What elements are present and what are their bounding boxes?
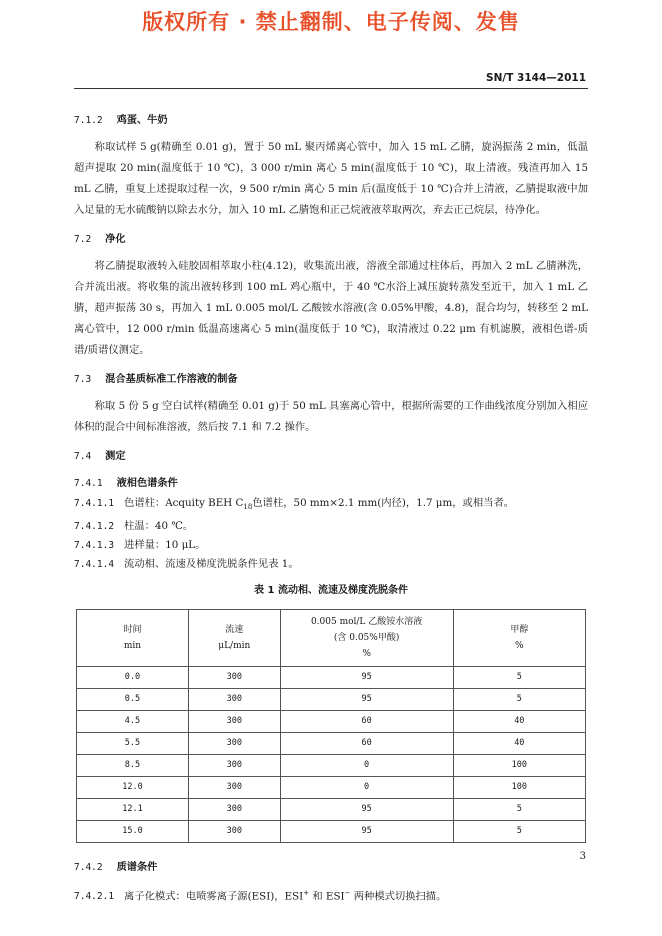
page-number: 3	[579, 851, 586, 862]
copyright-watermark: 版权所有 · 禁止翻制、电子传阅、发售	[142, 10, 520, 34]
header-time-name: 时间	[123, 625, 142, 636]
header-aqueous-unit: %	[362, 649, 371, 660]
section-7-4-2-heading	[74, 857, 588, 878]
esi-negative-sup: −	[344, 889, 351, 898]
cell-methanol: 5	[453, 821, 585, 843]
cell-aqueous: 60	[280, 711, 453, 733]
item-number: 7.4.1.1	[74, 498, 115, 509]
cell-methanol: 40	[453, 711, 585, 733]
header-time	[77, 610, 189, 667]
cell-methanol: 5	[453, 799, 585, 821]
item-text: 进样量：10 μL。	[124, 539, 206, 552]
section-number: 7.4.2	[74, 862, 103, 874]
cell-time: 15.0	[77, 821, 189, 843]
table-row	[77, 711, 586, 733]
cell-flow: 300	[188, 799, 280, 821]
item-7-4-1-2	[74, 517, 588, 536]
cell-methanol: 5	[453, 667, 585, 689]
item-7-4-2-1	[74, 884, 588, 906]
section-7-4-1-heading	[74, 473, 588, 494]
table-header-row	[77, 610, 586, 667]
cell-time: 0.5	[77, 689, 189, 711]
ionization-text-rest: 两种模式切换扫描。	[350, 890, 447, 903]
cell-time: 8.5	[77, 755, 189, 777]
cell-aqueous: 95	[280, 799, 453, 821]
item-text: 流动相、流速及梯度洗脱条件见表 1。	[124, 558, 299, 571]
item-number: 7.4.2.1	[74, 891, 115, 903]
header-methanol	[453, 610, 585, 667]
section-number: 7.2	[74, 234, 92, 245]
header-aqueous	[280, 610, 453, 667]
cell-time: 12.0	[77, 777, 189, 799]
section-7-2-heading	[74, 229, 588, 250]
table-1-caption: 表 1 流动相、流速及梯度洗脱条件	[254, 585, 408, 597]
item-number: 7.4.1.4	[74, 559, 115, 571]
ionization-text: 离子化模式：电喷雾离子源(ESI)，ESI	[124, 890, 304, 903]
cell-aqueous: 95	[280, 689, 453, 711]
esi-positive-sup: +	[303, 889, 310, 898]
standard-code: SN/T 3144—2011	[486, 72, 586, 84]
section-number: 7.3	[74, 374, 92, 385]
section-7-3-heading	[74, 369, 588, 390]
cell-flow: 300	[188, 689, 280, 711]
header-rule	[74, 88, 588, 89]
cell-methanol: 5	[453, 689, 585, 711]
cell-methanol: 100	[453, 777, 585, 799]
header-flow-unit: μL/min	[218, 641, 251, 652]
section-title: 混合基质标准工作溶液的制备	[105, 374, 238, 385]
cell-flow: 300	[188, 777, 280, 799]
cell-aqueous: 0	[280, 777, 453, 799]
header-methanol-name: 甲醇	[510, 625, 529, 636]
section-number: 7.4.1	[74, 478, 103, 489]
cell-flow: 300	[188, 711, 280, 733]
gradient-elution-table	[76, 609, 586, 843]
header-flow	[188, 610, 280, 667]
cell-methanol: 100	[453, 755, 585, 777]
item-7-4-1-4	[74, 555, 588, 574]
cell-aqueous: 0	[280, 755, 453, 777]
section-title: 质谱条件	[116, 862, 158, 874]
header-time-unit: min	[123, 641, 142, 652]
cell-aqueous: 95	[280, 667, 453, 689]
section-title: 液相色谱条件	[116, 478, 178, 489]
header-aqueous-line1: 0.005 mol/L 乙酸铵水溶液	[310, 617, 423, 628]
item-number: 7.4.1.3	[74, 540, 115, 552]
section-7-2-text: 将乙腈提取液转入硅胶固相萃取小柱(4.12)，收集流出液，溶液全部通过柱体后，再加入 2 mL 乙腈淋洗，合并流出液。将收集的流出液转移到 100 mL 鸡心瓶中，于 40 ℃水浴上减压旋转蒸发至近干，加入 1 mL 乙腈，超声振荡 30 s，再加入 1 mL 0.005 mol/L 乙酸铵水溶液(含 0.05%甲酸，4.8)，混合均匀，转移至 2 mL 离心管中，12 000 r/min 低温高速离心 5 min(温度低于 10 ℃)，取清液过 0.22 μm 有机滤膜，液相色谱-质谱/质谱仪测定。	[74, 260, 588, 356]
section-7-1-2-heading	[74, 110, 588, 131]
section-title: 净化	[105, 234, 126, 245]
column-text: 色谱柱：Acquity BEH C	[124, 497, 244, 509]
cell-methanol: 40	[453, 733, 585, 755]
table-row	[77, 689, 586, 711]
cell-flow: 300	[188, 667, 280, 689]
section-7-3-text: 称取 5 份 5 g 空白试样(精确至 0.01 g)于 50 mL 具塞离心管中，根据所需要的工作曲线浓度分别加入相应体积的混合中间标准溶液，然后按 7.1 和 7.2 操作。	[74, 400, 588, 433]
table-row	[77, 667, 586, 689]
cell-flow: 300	[188, 821, 280, 843]
section-number: 7.1.2	[74, 115, 103, 126]
section-title: 鸡蛋、牛奶	[116, 115, 168, 126]
ionization-text-mid: 和 ESI	[309, 890, 345, 903]
section-7-4-heading	[74, 446, 588, 467]
table-row	[77, 777, 586, 799]
cell-aqueous: 60	[280, 733, 453, 755]
header-methanol-unit: %	[515, 641, 524, 652]
column-text-rest: 色谱柱，50 mm×2.1 mm(内径)，1.7 μm，或相当者。	[252, 497, 515, 509]
table-row	[77, 821, 586, 843]
document-body	[74, 106, 588, 906]
header-aqueous-line2: (含 0.05%甲酸)	[333, 633, 400, 644]
cell-time: 5.5	[77, 733, 189, 755]
header-flow-name: 流速	[225, 625, 244, 636]
cell-time: 4.5	[77, 711, 189, 733]
section-title: 测定	[105, 451, 126, 462]
cell-time: 0.0	[77, 667, 189, 689]
item-text: 柱温：40 ℃。	[124, 520, 194, 533]
item-7-4-1-1	[74, 494, 588, 517]
item-number: 7.4.1.2	[74, 521, 115, 533]
item-7-4-1-3	[74, 536, 588, 555]
section-7-1-2-text: 称取试样 5 g(精确至 0.01 g)，置于 50 mL 聚丙烯离心管中，加入 15 mL 乙腈，旋涡振荡 2 min，低温超声提取 20 min(温度低于 10 ℃)，3 000 r/min 离心 5 min(温度低于 10 ℃)，取上清液。残渣再加入 15 mL 乙腈，重复上述提取过程一次，9 500 r/min 离心 5 min 后(温度低于 10 ℃)合并上清液，乙腈提取液中加入足量的无水硫酸钠以除去水分，加入 10 mL 乙腈饱和正己烷液液萃取两次，弃去正己烷层，待净化。	[74, 141, 588, 216]
table-row	[77, 755, 586, 777]
table-row	[77, 733, 586, 755]
cell-aqueous: 95	[280, 821, 453, 843]
column-subscript: 18	[243, 503, 253, 512]
cell-flow: 300	[188, 733, 280, 755]
cell-flow: 300	[188, 755, 280, 777]
section-number: 7.4	[74, 451, 92, 462]
cell-time: 12.1	[77, 799, 189, 821]
table-row	[77, 799, 586, 821]
